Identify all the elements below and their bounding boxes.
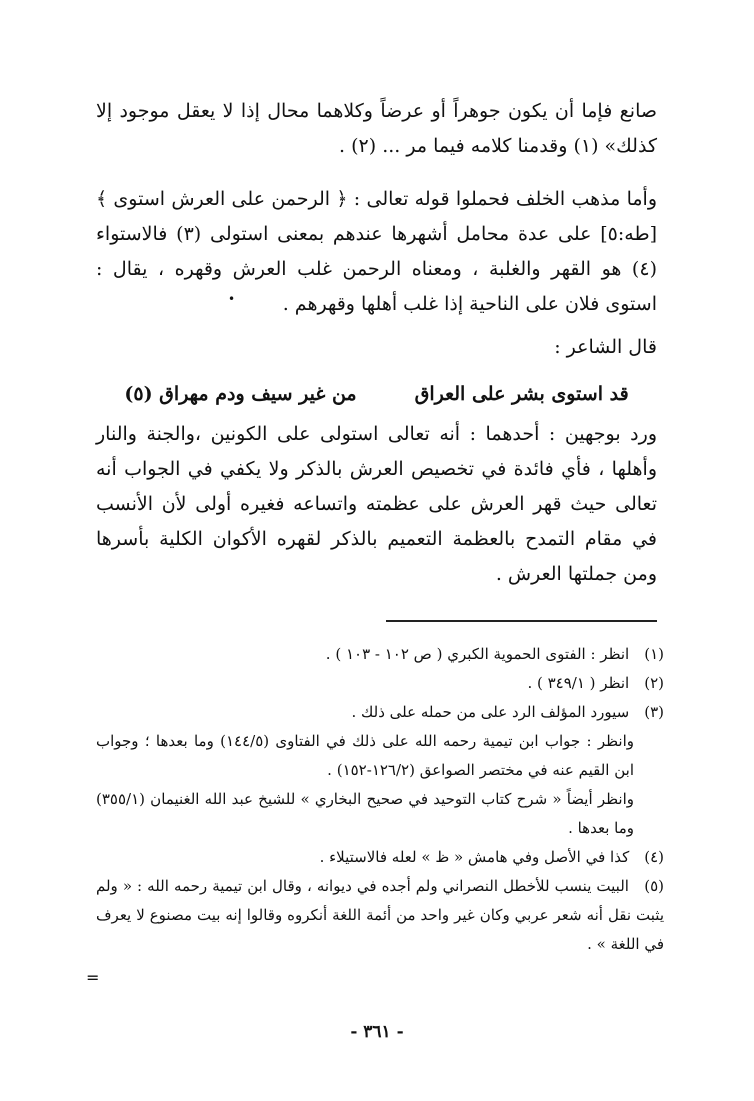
- poem-hemistich-left: من غير سيف ودم مهراق (٥): [124, 383, 357, 405]
- footnote-number: (٢): [644, 674, 664, 692]
- footnote-text: البيت ينسب للأخطل النصراني ولم أجده في ديوانه ، وقال ابن تيمية رحمه الله : « ولم يثبت نقل أنه شعر عربي وكان غير واحد من أئمة اللغة أنكروه وقالوا إنه بيت مصنوع لا يعرف في اللغة » .: [96, 877, 664, 953]
- footnote-divider: [386, 620, 657, 622]
- paragraph-2: وأما مذهب الخلف فحملوا قوله تعالى : ﴿ الرحمن على العرش استوى ﴾ [طه:٥] على عدة محامل أشهرها عندهم بمعنى استولى (٣) فالاستواء (٤) هو القهر والغلبة ، ومعناه الرحمن غلب العرش وقهره ، يقال : استوى فلان على الناحية إذا غلب أهلها وقهرهم .: [96, 188, 657, 315]
- paragraph-3: ورد بوجهين : أحدهما : أنه تعالى استولى على الكونين ،والجنة والنار وأهلها ، فأي فائدة في تخصيص العرش بالذكر ولا يكفي في الجواب أنه تعالى حيث قهر العرش على عظمته واتساعه فغيره أولى لأن الأنسب في مقام التمدح بالعظمة التعميم بالذكر لقهره الأكوان الكلية بأسرها ومن جملتها العرش .: [96, 423, 657, 585]
- stray-dot: •: [228, 292, 236, 306]
- footnote-number: (٥): [644, 877, 664, 895]
- footnote-text: وانظر أيضاً « شرح كتاب التوحيد في صحيح البخاري » للشيخ عبد الله الغنيمان (٣٥٥/١) وما بعدها .: [96, 790, 634, 837]
- footnote: [96, 669, 664, 698]
- page-number: - ٣٦١ -: [350, 1022, 404, 1042]
- footnotes: [96, 640, 664, 959]
- poem-hemistich-right: قد استوى بشر على العراق: [414, 383, 629, 405]
- footnote-text: كذا في الأصل وفي هامش « ظ » لعله فالاستيلاء .: [319, 848, 630, 866]
- footnote: [96, 698, 664, 727]
- footnote-text: انظر ( ٣٤٩/١ ) .: [527, 674, 630, 692]
- footnote-text: وانظر : جواب ابن تيمية رحمه الله على ذلك في الفتاوى (١٤٤/٥) وما بعدها ؛ وجواب ابن القيم عنه في مختصر الصواعق (١٢٦/٢-١٥٢) .: [96, 732, 634, 779]
- footnote-number: (١): [644, 645, 664, 663]
- footnote-text: انظر : الفتوى الحموية الكبري ( ص ١٠٢ - ١٠٣ ) .: [325, 645, 630, 663]
- footnote-continuation: [96, 785, 664, 843]
- footnote-text: سيورد المؤلف الرد على من حمله على ذلك .: [351, 703, 630, 721]
- paragraph-1: صانع فإما أن يكون جوهراً أو عرضاً وكلاهما محال إذا لا يعقل موجود إلا كذلك» (١) وقدمنا كلامه فيما مر ... (٢) .: [96, 100, 657, 157]
- poem-verse: [96, 375, 657, 413]
- footnote-continuation: [96, 727, 664, 785]
- footnote-number: (٣): [644, 703, 664, 721]
- poem-intro: قال الشاعر :: [554, 336, 657, 358]
- footnote-number: (٤): [644, 848, 664, 866]
- main-text: [96, 94, 657, 592]
- footnote: [96, 640, 664, 669]
- footnote: [96, 872, 664, 959]
- continuation-mark: =: [86, 968, 100, 987]
- footnote: [96, 843, 664, 872]
